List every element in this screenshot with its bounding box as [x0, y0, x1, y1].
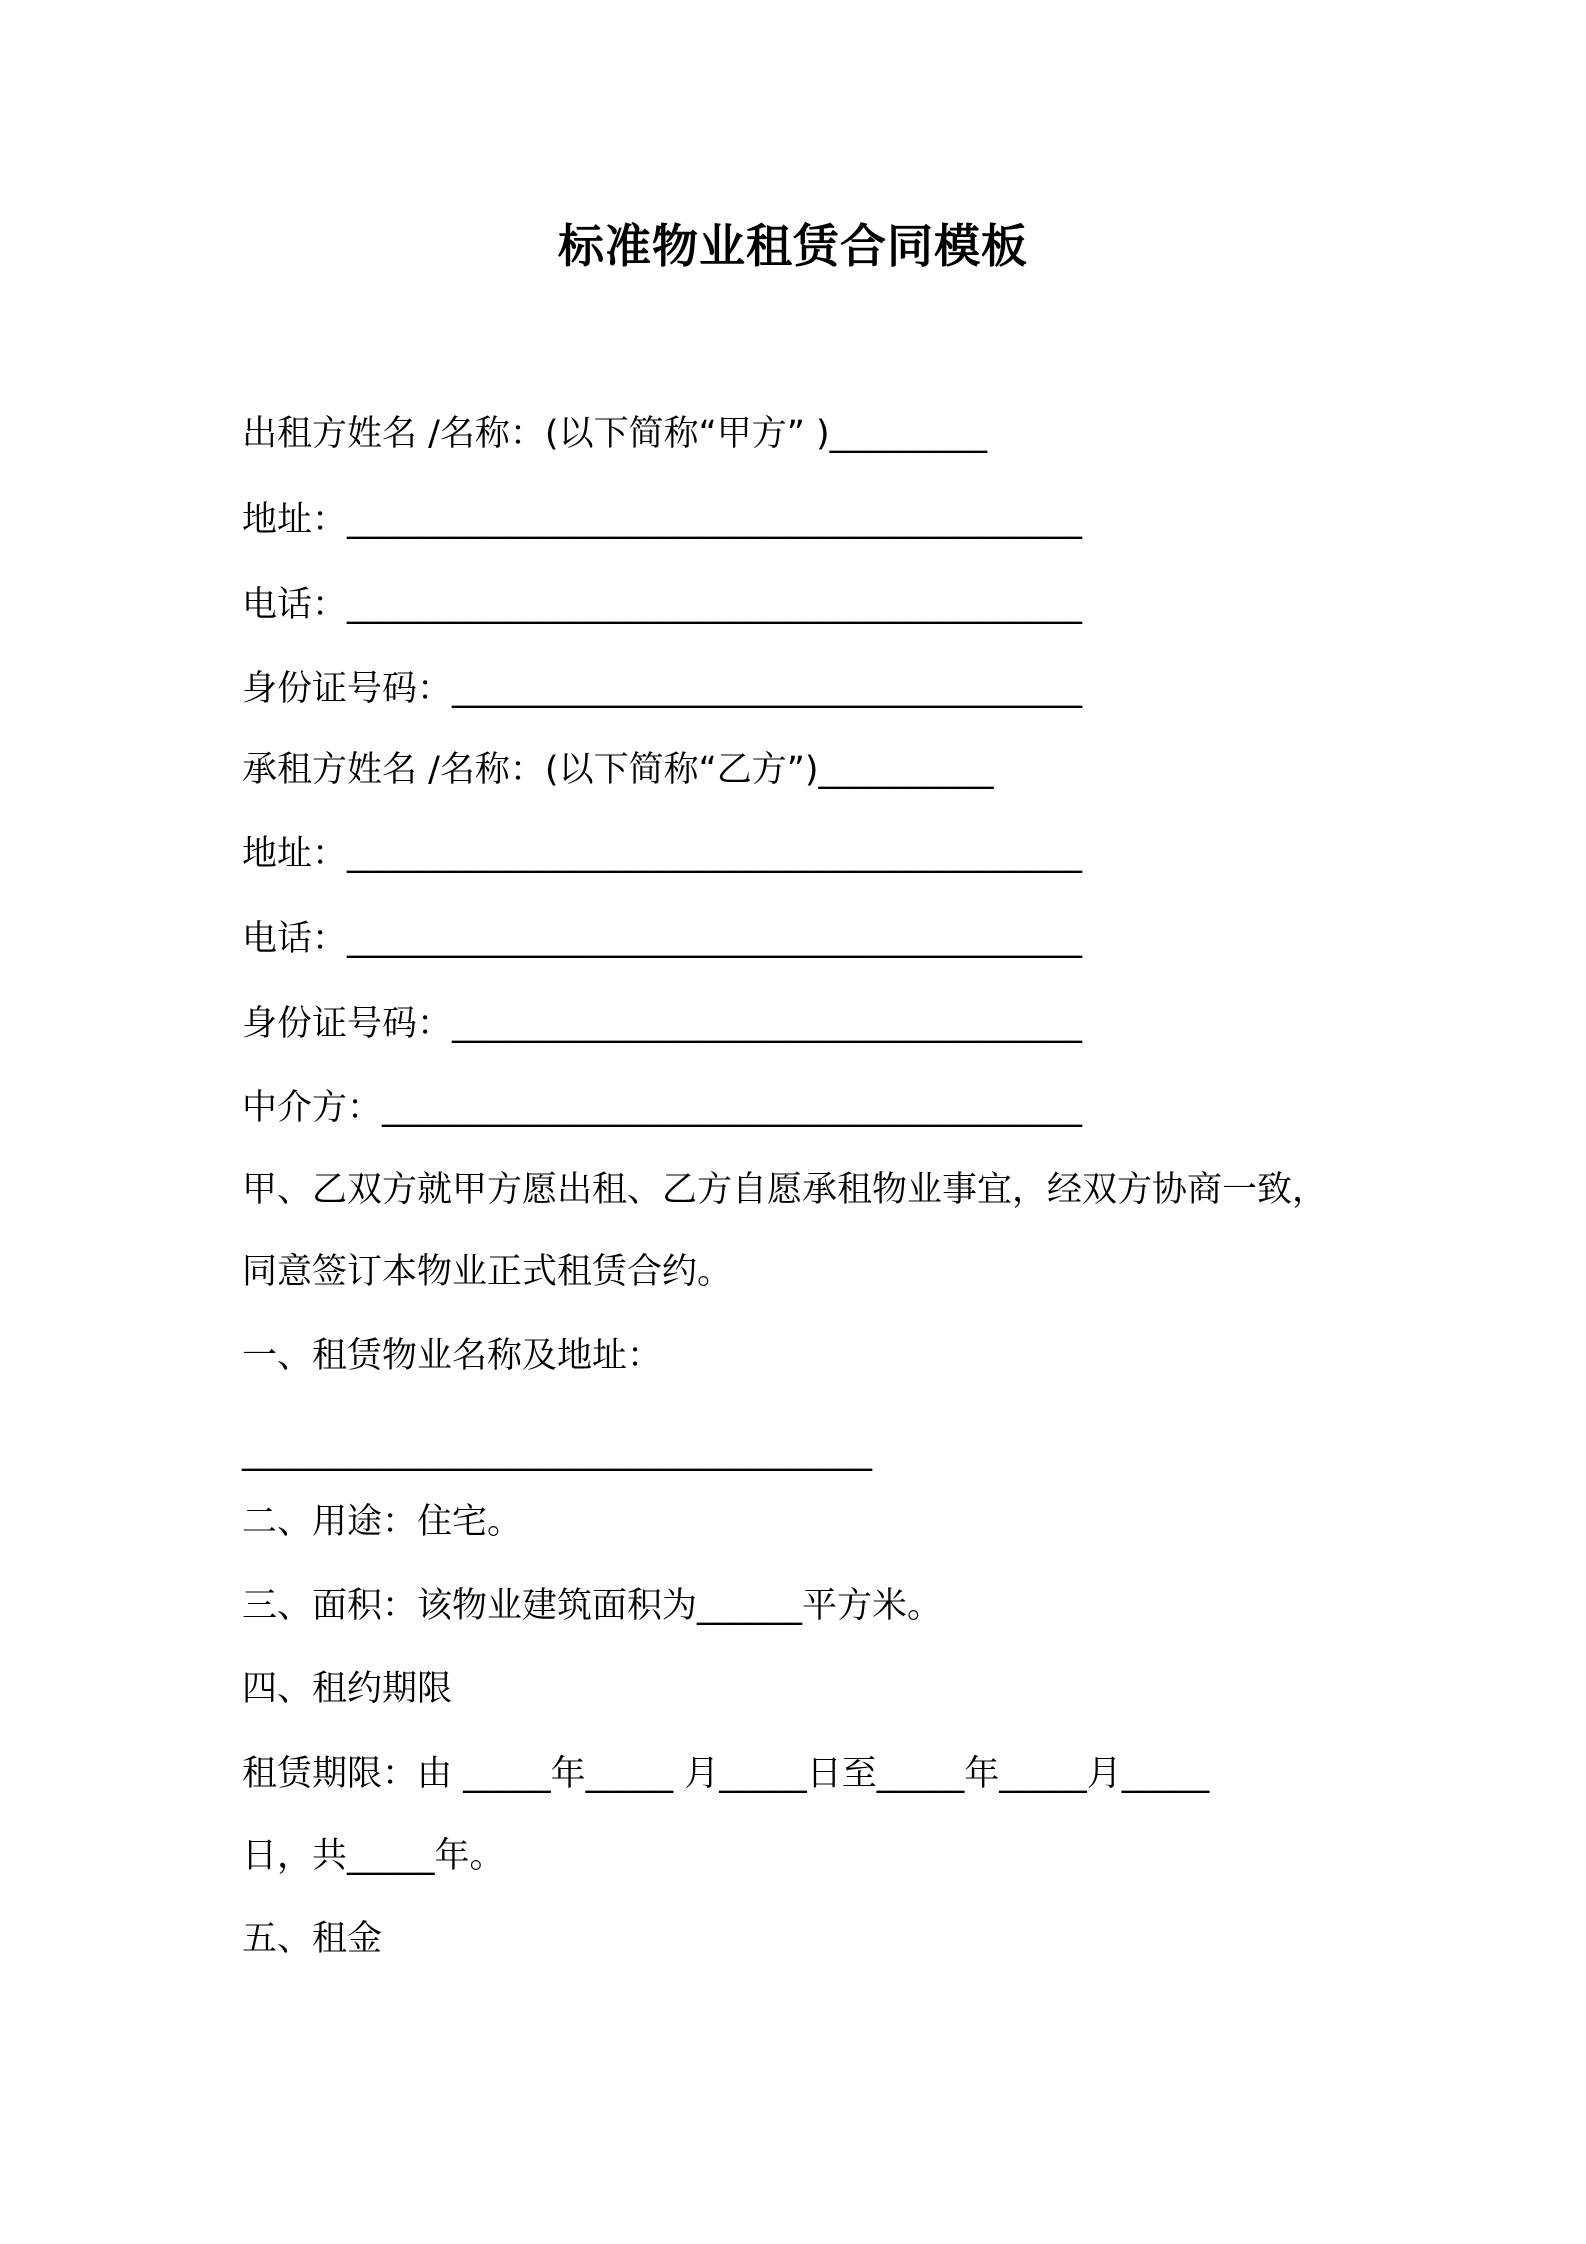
party-a-name-line: 出租方姓名 /名称：(以下简称“甲方” )_________ — [242, 414, 988, 454]
section-1-blank: ____________________________________ — [242, 1432, 872, 1472]
section-4-term-line-1: 租赁期限：由 _____年_____ 月_____日至_____年_____月_____ — [242, 1754, 1210, 1794]
agent-line: 中介方：________________________________________ — [242, 1088, 1083, 1128]
document-title: 标准物业租赁合同模板 — [558, 219, 1028, 273]
section-2-usage: 二、用途：住宅。 — [242, 1502, 523, 1542]
party-b-phone-line: 电话：__________________________________________ — [242, 919, 1083, 959]
section-3-area: 三、面积：该物业建筑面积为______平方米。 — [242, 1586, 943, 1626]
party-b-address-line: 地址：__________________________________________ — [242, 834, 1083, 874]
party-b-id-line: 身份证号码：____________________________________ — [242, 1004, 1083, 1044]
section-1-heading: 一、租赁物业名称及地址： — [242, 1336, 663, 1376]
party-a-address-line: 地址：__________________________________________ — [242, 500, 1083, 540]
party-a-phone-line: 电话：__________________________________________ — [242, 585, 1083, 625]
preamble-line-2: 同意签订本物业正式租赁合约。 — [242, 1252, 733, 1292]
section-5-heading: 五、租金 — [242, 1919, 383, 1959]
section-4-term-line-2: 日，共_____年。 — [242, 1836, 505, 1876]
party-b-name-line: 承租方姓名 /名称：(以下简称“乙方”)__________ — [242, 750, 994, 790]
party-a-id-line: 身份证号码：____________________________________ — [242, 669, 1083, 709]
preamble-line-1: 甲、乙双方就甲方愿出租、乙方自愿承租物业事宜，经双方协商一致， — [242, 1170, 1328, 1210]
section-4-heading: 四、租约期限 — [242, 1669, 453, 1709]
